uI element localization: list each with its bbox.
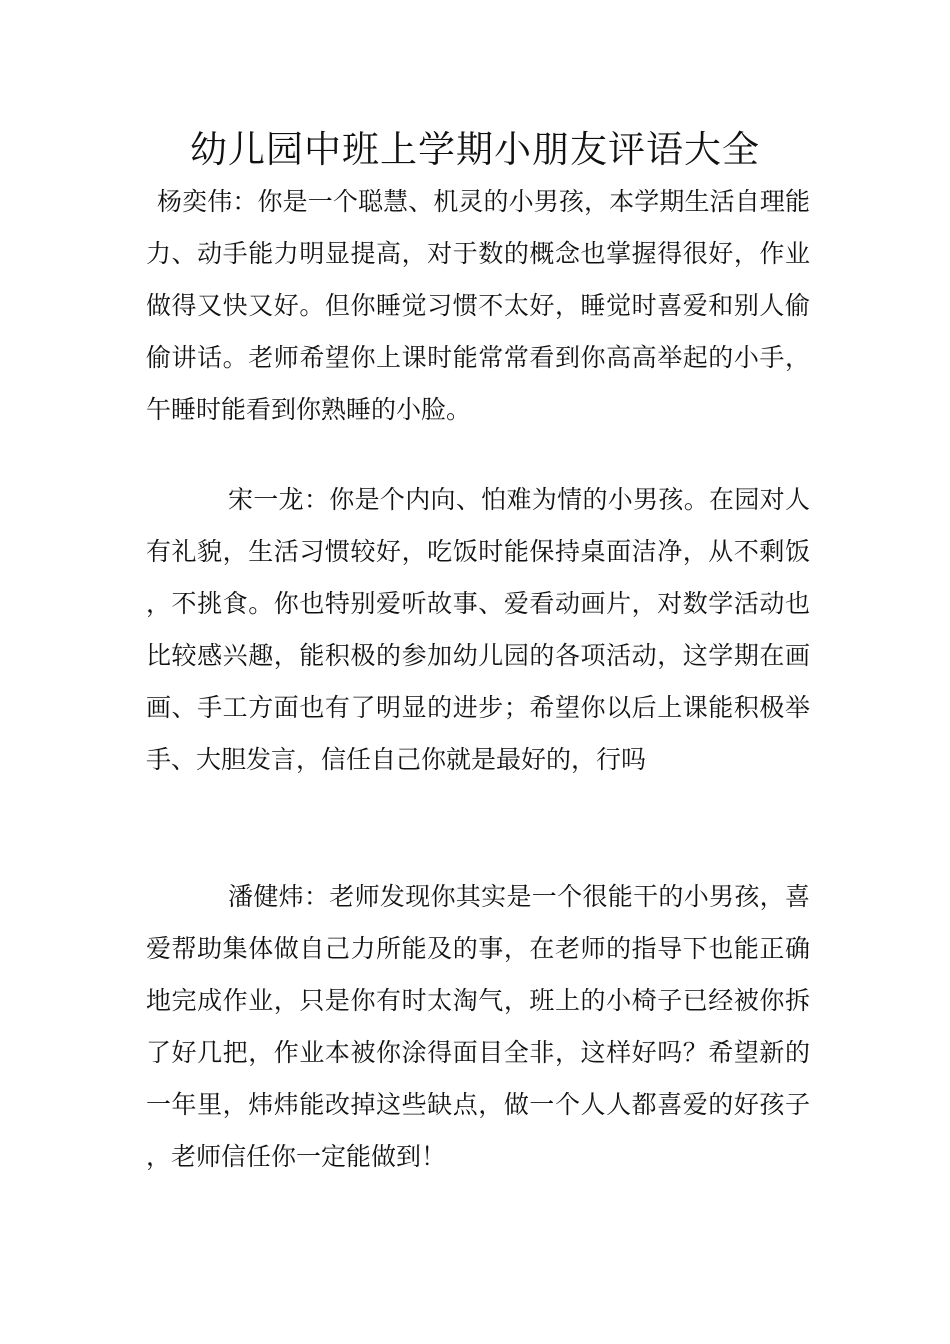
comment-paragraph-pan: 潘健炜：老师发现你其实是一个很能干的小男孩，喜爱帮助集体做自己力所能及的事，在老师的指导下也能正确地完成作业，只是你有时太淘气，班上的小椅子已经被你拆了好几把，作业本被你涂得面目全非，这样好吗？希望新的一年里，炜炜能改掉这些缺点，做一个人人都喜爱的好孩子，老师信任你一定能做到！	[146, 882, 810, 1171]
comment-paragraph-yang: 杨奕伟：你是一个聪慧、机灵的小男孩，本学期生活自理能力、动手能力明显提高，对于数的概念也掌握得很好，作业做得又快又好。但你睡觉习惯不太好，睡觉时喜爱和别人偷偷讲话。老师希望你上课时能常常看到你高高举起的小手，午睡时能看到你熟睡的小脸。	[146, 187, 810, 424]
document-title: 幼儿园中班上学期小朋友评语大全	[190, 128, 760, 171]
comment-paragraph-song: 宋一龙：你是个内向、怕难为情的小男孩。在园对人有礼貌，生活习惯较好，吃饭时能保持桌面洁净，从不剩饭，不挑食。你也特别爱听故事、爱看动画片，对数学活动也比较感兴趣，能积极的参加幼儿园的各项活动，这学期在画画、手工方面也有了明显的进步；希望你以后上课能积极举手、大胆发言，信任自己你就是最好的，行吗	[146, 485, 810, 774]
